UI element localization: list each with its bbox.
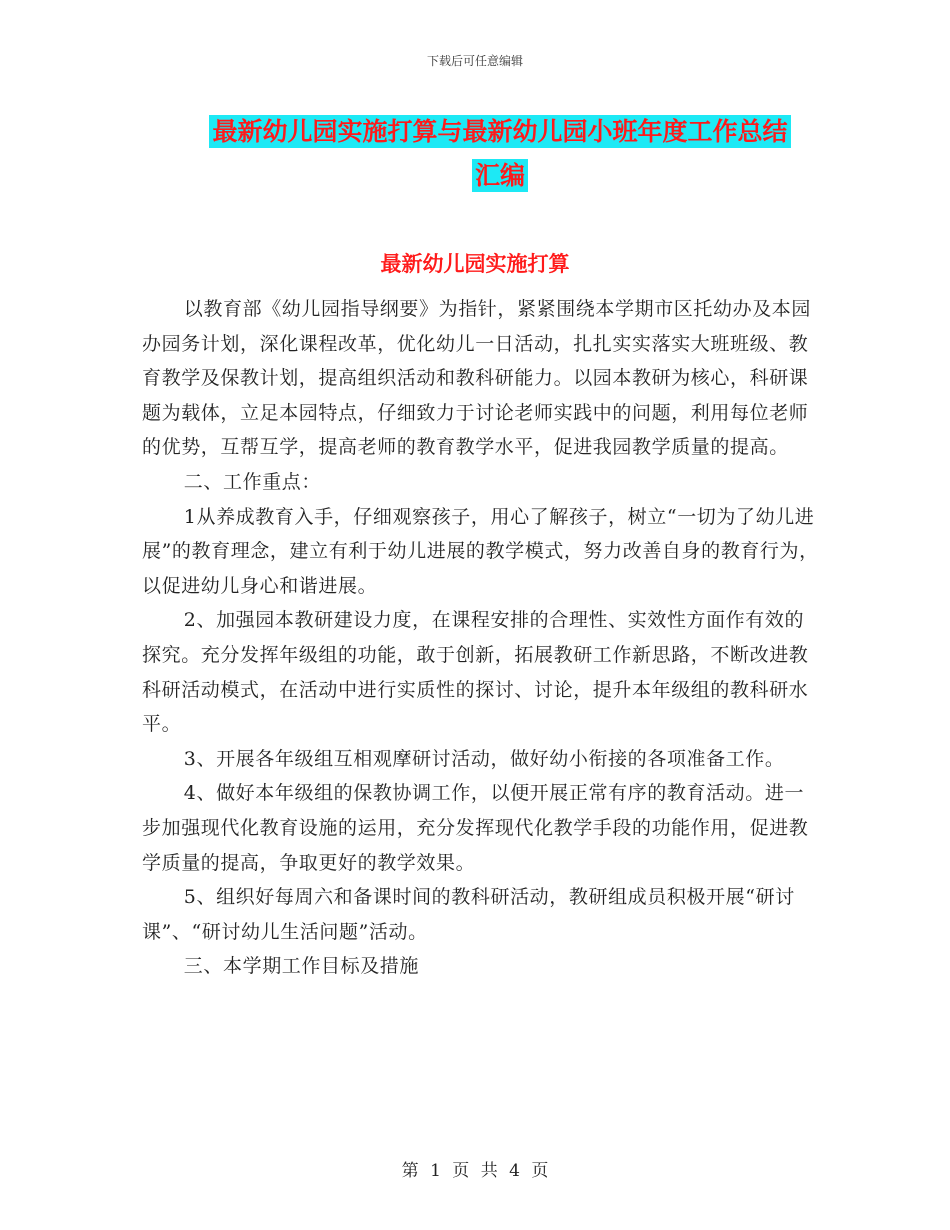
header-note: 下载后可任意编辑 <box>426 54 523 68</box>
page-footer: 第 1 页 共 4 页 <box>401 1161 549 1181</box>
body-text <box>142 292 822 984</box>
title-line-2: 汇编 <box>472 159 528 192</box>
paragraph-intro: 以教育部《幼儿园指导纲要》为指针，紧紧围绕本学期市区托幼办及本园办园务计划，深化课程改革，优化幼儿一日活动，扎扎实实落实大班班级、教育教学及保教计划，提高组织活动和教科研能力。以园本教研为核心，科研课题为载体，立足本园特点，仔细致力于讨论老师实践中的问题，利用每位老师的优势，互帮互学，提高老师的教育教学水平，促进我园教学质量的提高。 <box>142 298 811 459</box>
paragraph-item-4: 4、做好本年级组的保教协调工作，以便开展正常有序的教育活动。进一步加强现代化教育设施的运用，充分发挥现代化教学手段的功能作用，促进教学质量的提高，争取更好的教学效果。 <box>142 782 809 874</box>
heading-goals-measures: 三、本学期工作目标及措施 <box>183 955 419 978</box>
paragraph-item-2: 2、加强园本教研建设力度，在课程安排的合理性、实效性方面作有效的探究。充分发挥年级组的功能，敢于创新，拓展教研工作新思路，不断改进教科研活动模式，在活动中进行实质性的探讨、讨论，提升本年级组的教科研水平。 <box>142 609 809 736</box>
document-title <box>180 110 820 198</box>
title-line-1: 最新幼儿园实施打算与最新幼儿园小班年度工作总结 <box>209 115 790 148</box>
paragraph-item-1: 1从养成教育入手，仔细观察孩子，用心了解孩子，树立“一切为了幼儿进展”的教育理念，建立有利于幼儿进展的教学模式，努力改善自身的教育行为，以促进幼儿身心和谐进展。 <box>142 505 819 597</box>
paragraph-item-5: 5、组织好每周六和备课时间的教科研活动，教研组成员积极开展“研讨课”、“研讨幼儿生活问题”活动。 <box>142 886 795 943</box>
heading-work-focus: 二、工作重点： <box>183 470 321 493</box>
section-title: 最新幼儿园实施打算 <box>380 252 570 276</box>
paragraph-item-3: 3、开展各年级组互相观摩研讨活动，做好幼小衔接的各项准备工作。 <box>183 747 785 770</box>
